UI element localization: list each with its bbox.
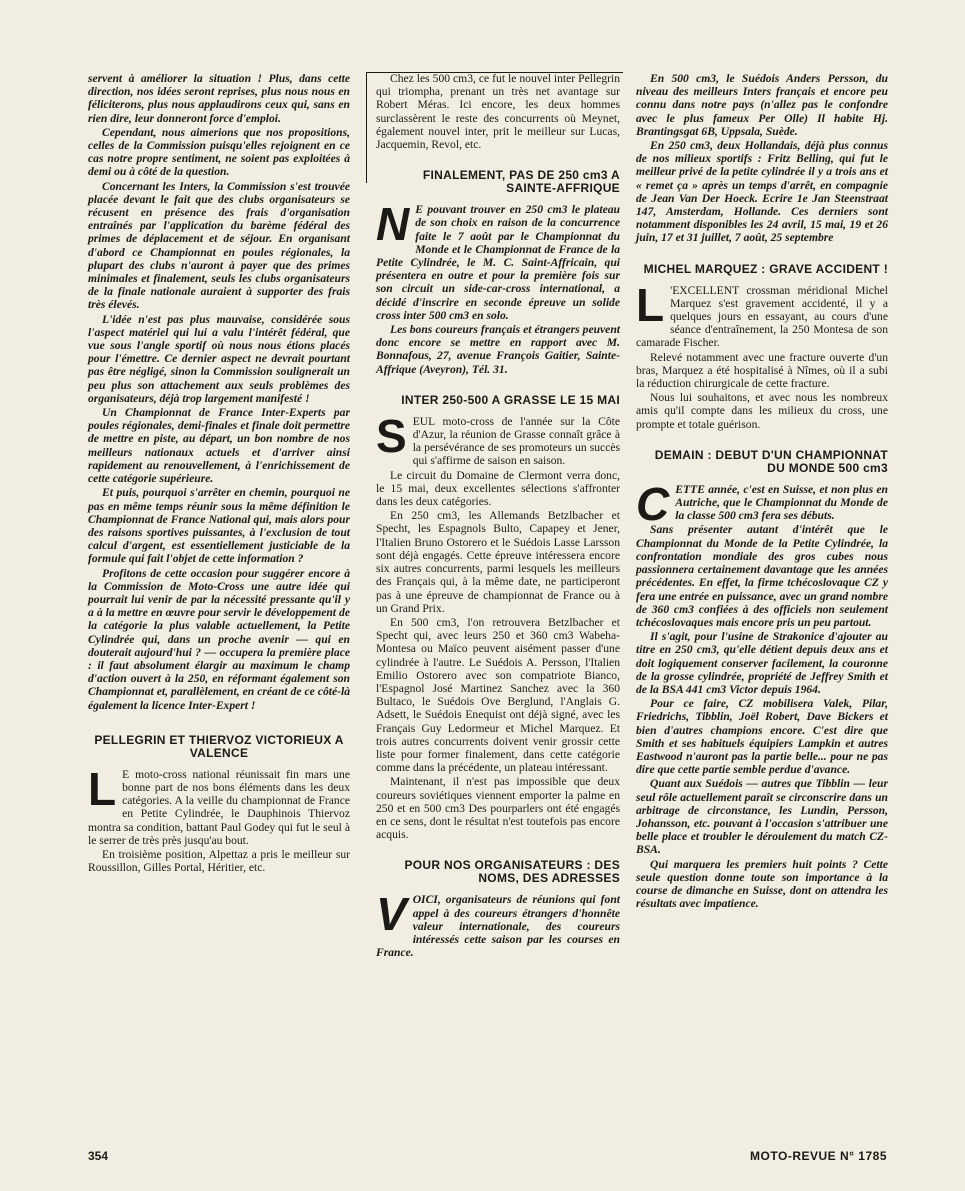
drop-cap: V: [376, 888, 407, 941]
paragraph: Un Championnat de France Inter-Experts par poules régionales, demi-finales et finale doit permettre de mettre en piste, au départ, un bon nombre de nos meilleurs nationaux actuels et d'arriver ainsi rapidement au renouvellement, à l'enrichissement de cette catégorie supérieure.: [88, 406, 350, 486]
article-heading: DEMAIN : DEBUT D'UN CHAMPIONNAT DU MONDE 500 cm3: [654, 447, 888, 475]
paragraph: CETTE année, c'est en Suisse, et non plus en Autriche, que le Championnat du Monde de la classe 500 cm3 fera ses débuts.: [636, 477, 888, 530]
paragraph: Sans présenter autant d'intérêt que le Championnat du Monde de la Petite Cylindrée, la confrontation mondiale des gros cubes nous passionnera certainement davantage que les années précédentes. En effet, la firme tchécoslovaque CZ y fera une entrée en puissance, avec un grand nombre de 360 cm3 confiées à des officiels non seulement tchécoslovaques mais encore pris un peu partout.: [636, 523, 888, 629]
paragraph: En troisième position, Alpettaz a pris le meilleur sur Roussillon, Gilles Portal, Héritier, etc.: [88, 847, 350, 875]
paragraph: Il s'agit, pour l'usine de Strakonice d'ajouter au titre en 250 cm3, qu'elle détient depuis deux ans et doit logiquement conserver facilement, la couronne de la grosse cylindrée, propriété de Jeffrey Smith et de la BSA 441 cm3 Victor depuis 1964.: [636, 630, 888, 696]
article-heading: INTER 250-500 A GRASSE LE 15 MAI: [401, 392, 620, 407]
paragraph: servent à améliorer la situation ! Plus, dans cette direction, nos idées seront reprises, plus nous nous en féliciterons, plus nous applaudirons ceux qui, sans en rien dire, leur donneront force d'emploi.: [88, 72, 350, 125]
article-heading: PELLEGRIN ET THIERVOZ VICTORIEUX A VALENCE: [94, 732, 344, 760]
paragraph: Concernant les Inters, la Commission s'est trouvée placée devant le fait que des clubs organisateurs se récusent en présence des frais d'organisation entraînés par l'application du barème fédéral des primes de déplacement et de séjour. En organisant d'abord ce Championnat en poules régionales, la plupart des clubs n'auront à payer que des primes minimales et finalement, seuls les clubs organisateurs de la finale nationale auraient à supporter des frais très élevés.: [88, 179, 350, 312]
paragraph: SEUL moto-cross de l'année sur la Côte d'Azur, la réunion de Grasse connaît grâce à la persévérance de ses promoteurs un succès qui s'affirme de saison en saison.: [376, 409, 620, 468]
paragraph: N E pouvant trouver en 250 cm3 le plateau de son choix en raison de la concurrence faite le 7 août par le Championnat du Monde et le Championnat de France de la Petite Cylindrée, le M. C. Saint-Affricain, qui présentera en outre et pour la première fois sur son circuit un side-car-cross international, a décidé d'inscrire en seconde épreuve un solide cross inter 500 cm3 en solo.: [376, 198, 620, 322]
paragraph: Maintenant, il n'est pas impossible que deux coureurs soviétiques viennent emporter la palme en 250 et en 500 cm3 Des pourparlers ont été engagés en ce sens, dont le résultat n'est toutefois pas encore acquis.: [376, 775, 620, 842]
drop-cap: N: [376, 198, 410, 251]
column-2: [376, 72, 620, 960]
column-3: [636, 72, 888, 911]
paragraph: Nous lui souhaitons, et avec nous les nombreux amis qu'il compte dans les milieux du cross, une prompte et totale guérison.: [636, 391, 888, 431]
paragraph: Et puis, pourquoi s'arrêter en chemin, pourquoi ne pas en même temps réunir sous la même définition le Championnat de France National qui, mais alors pour des raisons sportives puissantes, à l'exclusion de tout calcul d'argent, est essentiellement justiciable de la formule qui fait l'objet de cette information ?: [88, 486, 350, 566]
paragraph: En 500 cm3, l'on retrouvera Betzlbacher et Specht qui, avec leurs 250 et 360 cm3 Wabeha-Montesa ou Maïco peuvent aisément passer d'une cylindrée à l'autre. Le Suédois A. Persson, l'Italien Emilio Ostorero avec son compatriote Bianco, l'Espagnol José Martinez Sanchez avec la 360 Bultaco, le Suédois Ove Berglund, l'Anglais G. Adsett, le Suédois Enequist ont déjà signé, avec les Français Guy Ledormeur et Michel Marquez. Et trois autres concurrents doivent venir grossir cette liste pour former finalement, dans cette catégorie comme dans la précédente, un plateau intéressant.: [376, 615, 620, 775]
paragraph: Cependant, nous aimerions que nos propositions, celles de la Commission puisqu'elles rejoignent en ce cas notre propre sentiment, ne soient pas exploitées à demi ou à côté de la question.: [88, 125, 350, 179]
drop-cap: C: [636, 477, 670, 530]
drop-cap: S: [376, 409, 407, 462]
paragraph: Le circuit du Domaine de Clermont verra donc, le 15 mai, deux excellentes sélections s'affronter dans les deux catégories.: [376, 468, 620, 509]
paragraph: En 250 cm3, deux Hollandais, déjà plus connus de nos milieux sportifs : Fritz Belling, qui fut le meilleur privé de la petite cylindrée il y a trois ans et « remet ça » après un temps d'arrêt, en compagnie de Jean Van Der Hoeck. Ecrire 1e Jan Steenstraat 147, Amsterdam, Hollande. Ces derniers sont notamment disponibles les 24 avril, 15 mai, 19 et 26 juin, 17 et 31 juillet, 7 août, 25 septembre: [636, 139, 888, 245]
article-heading: POUR NOS ORGANISATEURS : DES NOMS, DES ADRESSES: [404, 858, 620, 886]
paragraph: Relevé notamment avec une fracture ouverte d'un bras, Marquez a été hospitalisé à Nîmes, où il a subi la réduction chirurgicale de cette fracture.: [636, 350, 888, 391]
page-number: 354: [88, 1149, 109, 1163]
article-heading: MICHEL MARQUEZ : GRAVE ACCIDENT !: [643, 261, 888, 276]
magazine-footer: MOTO-REVUE N° 1785: [750, 1149, 887, 1163]
paragraph: Profitons de cette occasion pour suggérer encore à la Commission de Moto-Cross une autre idée qui pourrait lui venir de par la nécessité pressante qu'il y a à la mettre en œuvre pour servir le développement de la catégorie la plus valable actuellement, la Petite Cylindrée qui, dans un proche avenir — qui en douterait aujourd'hui ? — occupera la première place : il faut absolument élargir au maximum le champ d'action ouvert à la 250, en réformant également son Championnat et, parallèlement, en créant de ce côté-là également la licence Inter-Expert !: [88, 566, 350, 712]
paragraph: Pour ce faire, CZ mobilisera Valek, Pilar, Friedrichs, Tibblin, Joël Robert, Dave Bickers et bien d'autres champions encore. C'est dire que Smith et ses habituels équipiers Lampkin et autres Eastwood n'auront pas la partie belle... pour ne pas dire que cette partie semble perdue d'avance.: [636, 697, 888, 777]
paragraph: Les bons coureurs français et étrangers peuvent donc encore se mettre en rapport avec M. Bonnafous, 27, avenue François Gaitier, Sainte-Affrique (Aveyron), Tél. 31.: [376, 323, 620, 376]
paragraph: En 250 cm3, les Allemands Betzlbacher et Specht, les Espagnols Bulto, Capapey et Jener, l'Italien Bruno Ostorero et le Suédois Lasse Larsson sont déjà engagés. Cette épreuve intéressera encore six autres concurrents, parmi lesquels les meilleurs des Français qui, à la même date, ne participeront pas à une épreuve de championnat de France ou à un Grand Prix.: [376, 509, 620, 615]
paragraph: L E moto-cross national réunissait fin mars une bonne part de nos bons éléments dans les deux catégories. A la veille du championnat de France en Petite Cylindrée, le Dauphinois Thiervoz montra sa condition, battant Paul Godey qui fut le seul à le serrer de très près jusqu'au bout.: [88, 762, 350, 847]
paragraph: Qui marquera les premiers huit points ? Cette seule question donne toute son importance à la course de dimanche en Suisse, dont on attendra les résultats avec impatience.: [636, 857, 888, 911]
paragraph: En 500 cm3, le Suédois Anders Persson, du niveau des meilleurs Inters français et encore peu connu dans notre pays (n'allez pas le confondre avec le plus fameux Per Olle) Il habite Hj. Brantingsgat 6B, Uppsala, Suède.: [636, 72, 888, 138]
paragraph: Quant aux Suédois — autres que Tibblin — leur seul rôle actuellement paraît se circonscrire dans un arbitrage de circonstance, les Lundin, Persson, Johansson, etc. pouvant à l'occasion s'attribuer une belle place et troubler le déroulement du match CZ-BSA.: [636, 777, 888, 857]
paragraph: Chez les 500 cm3, ce fut le nouvel inter Pellegrin qui triompha, prenant un très net avantage sur Robert Méras. Ici encore, les deux hommes surclassèrent le reste des concurrents où Meynet, également nouvel inter, prit le meilleur sur Lucas, Jacquemin, Revol, etc.: [376, 72, 620, 152]
paragraph: VOICI, organisateurs de réunions qui font appel à des coureurs étrangers d'honnête valeur internationale, des coureurs intéressés cette saison par les courses en France.: [376, 888, 620, 960]
drop-cap: L: [88, 762, 117, 815]
article-heading: FINALEMENT, PAS DE 250 cm3 A SAINTE-AFFRIQUE: [422, 168, 620, 196]
paragraph: L 'EXCELLENT crossman méridional Michel Marquez s'est gravement accidenté, il y a quelques jours en essayant, au cours d'une séance d'entraînement, la 250 Montesa de son camarade Fischer.: [636, 278, 888, 350]
column-1: [88, 72, 350, 875]
paragraph: L'idée n'est pas plus mauvaise, considérée sous l'aspect matériel qui lui a valu l'intérêt fédéral, que vue sous l'angle sportif où nous nous étions placés pour l'émettre. Ce dernier aspect ne devrait pourtant pas être négligé, sinon la Commission soulignerait un peu plus son attachement aux seuls problèmes des organisateurs, déjà trop largement manifesté !: [88, 312, 350, 405]
drop-cap: L: [636, 278, 665, 331]
